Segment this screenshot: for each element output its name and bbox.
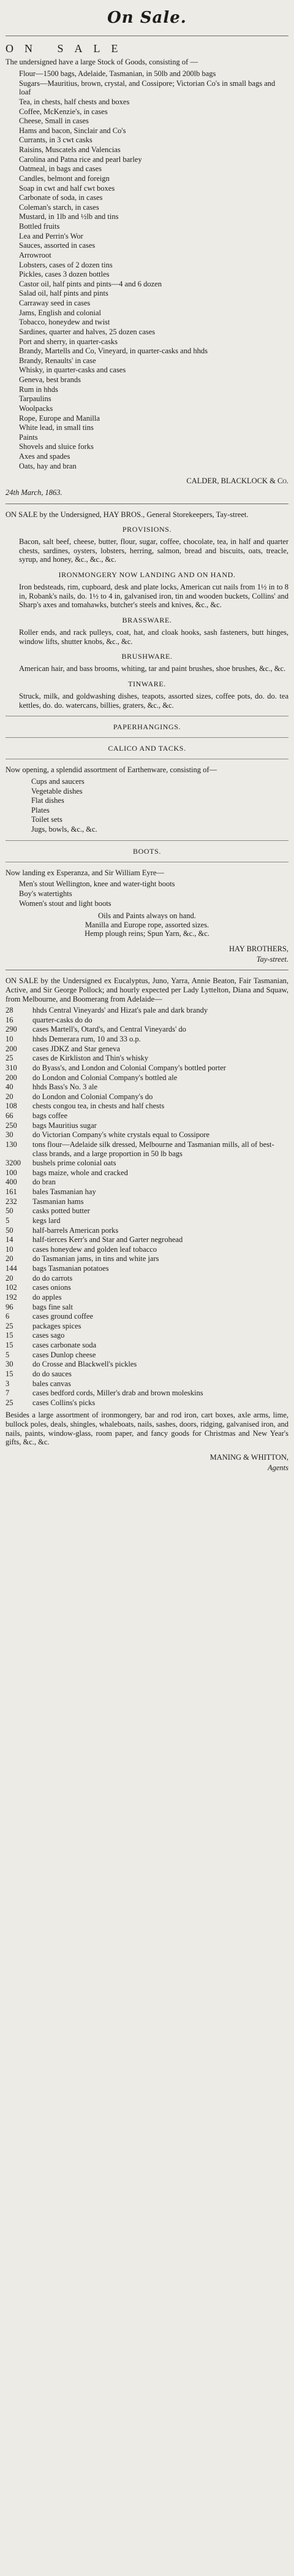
ad3-cargo-desc: half-tierces Kerr's and Star and Garter negrohead — [32, 1235, 183, 1244]
ad2-boots-lead: Now landing ex Esperanza, and Sir William Eyre— — [6, 868, 164, 877]
ad3-cargo-row — [6, 1187, 288, 1197]
ad3-cargo-desc: cases honeydew and golden leaf tobacco — [32, 1244, 157, 1254]
ad2-boots-item: Women's stout and light boots — [19, 899, 111, 908]
ad3-cargo-qty: 20 — [6, 1254, 13, 1263]
ad2-earthenware-lead: Now opening, a splendid assortment of Earthenware, consisting of— — [6, 765, 217, 775]
ad1-goods-item: Woolpacks — [19, 404, 53, 413]
ad3-cargo-desc: do Crosse and Blackwell's pickles — [32, 1360, 137, 1369]
ad3-cargo-desc: half-barrels American porks — [32, 1225, 119, 1235]
ad-calder-blacklock — [6, 42, 288, 497]
ad1-goods-item: Bottled fruits — [19, 222, 60, 231]
ad3-cargo-qty: 14 — [6, 1235, 13, 1244]
ad3-cargo-row — [6, 1264, 288, 1273]
ad1-goods-item: Brandy, Martells and Co, Vineyard, in quarter-casks and hhds — [19, 347, 208, 356]
ad1-goods-item: Currants, in 3 cwt casks — [19, 136, 92, 145]
ad2-paperhangings-header: PAPERHANGINGS. — [113, 723, 181, 732]
ad1-goods-item: Castor oil, half pints and pints—4 and 6 dozen — [19, 279, 162, 288]
ad3-cargo-desc: hhds Demerara rum, 10 and 33 o.p. — [32, 1035, 141, 1044]
ad1-goods-item: Sugars—Mauritius, brown, crystal, and Cossipore; Victorian Co's in small bags and loaf — [19, 79, 276, 97]
ad2-brushware-text: American hair, and bass brooms, whiting, tar and paint brushes, shoe brushes, &c., &c. — [19, 664, 286, 673]
ad1-goods-item: Whisky, in quarter-casks and cases — [19, 366, 126, 375]
ad2-earthenware-item: Cups and saucers — [31, 776, 85, 786]
ad3-cargo-desc: hhds Bass's No. 3 ale — [32, 1083, 98, 1092]
ad2-boots-list — [6, 880, 288, 908]
newspaper-column — [6, 0, 288, 1472]
ad3-cargo-desc: do London and Colonial Company's do — [32, 1092, 153, 1101]
ad3-cargo-desc: hhds Central Vineyards' and Hizat's pale and dark brandy — [32, 1006, 208, 1015]
ad2-manila-line: Manilla and Europe rope, assorted sizes. — [85, 920, 209, 929]
ad3-cargo-qty: 250 — [6, 1121, 17, 1130]
ad3-cargo-qty: 161 — [6, 1187, 17, 1197]
ad3-cargo-row — [6, 1254, 288, 1263]
ad1-goods-item: Paints — [19, 432, 38, 442]
ad3-cargo-qty: 108 — [6, 1102, 17, 1111]
ad3-cargo-desc: cases de Kirkliston and Thin's whisky — [32, 1054, 149, 1063]
ad3-cargo-desc: do Tasmanian jams, in tins and white jars — [32, 1254, 159, 1263]
ad3-cargo-desc: packages spices — [32, 1321, 81, 1330]
ad1-signature: CALDER, BLACKLOCK & Co. — [186, 477, 288, 486]
ad2-rule-d — [6, 840, 288, 841]
ad1-date: 24th March, 1863. — [6, 488, 62, 497]
ad3-cargo-row — [6, 1035, 288, 1044]
ad3-cargo-list — [6, 1006, 288, 1407]
ad3-cargo-row — [6, 1379, 288, 1389]
ad3-cargo-row — [6, 1054, 288, 1063]
ad3-cargo-row — [6, 1168, 288, 1178]
ad3-cargo-qty: 28 — [6, 1006, 13, 1015]
ad3-cargo-qty: 6 — [6, 1312, 10, 1321]
ad3-cargo-qty: 20 — [6, 1092, 13, 1101]
ad3-agents: Agents — [267, 1463, 288, 1472]
ad3-cargo-row — [6, 1341, 288, 1350]
ad1-goods-item: Salad oil, half pints and pints — [19, 289, 108, 298]
ad3-cargo-qty: 144 — [6, 1264, 17, 1273]
ad3-cargo-desc: bags maize, whole and cracked — [32, 1168, 128, 1177]
ad3-cargo-desc: do do carrots — [32, 1273, 73, 1282]
ad2-earthenware-list — [6, 777, 288, 834]
ad3-cargo-desc: tons flour—Adelaide silk dressed, Melbourne and Tasmanian mills, all of best-class brands, and a large proportion in 50 lb bags — [32, 1140, 274, 1158]
ad3-cargo-desc: cases Collins's picks — [32, 1398, 96, 1407]
ad3-cargo-row — [6, 1274, 288, 1283]
ad3-cargo-desc: bushels prime colonial oats — [32, 1159, 116, 1168]
ad3-cargo-row — [6, 1389, 288, 1398]
ad3-cargo-desc: quarter-casks do do — [32, 1015, 92, 1024]
ad3-cargo-row — [6, 1083, 288, 1092]
ad1-goods-item: Sardines, quarter and halves, 25 dozen cases — [19, 327, 156, 336]
ad2-boots-header: BOOTS. — [133, 846, 161, 856]
ad3-cargo-row — [6, 1303, 288, 1312]
ad1-intro-line — [6, 42, 288, 55]
ad3-cargo-row — [6, 1398, 288, 1408]
ad3-cargo-row — [6, 1025, 288, 1034]
ad3-cargo-qty: 66 — [6, 1111, 13, 1121]
ad3-cargo-desc: do Victorian Company's white crystals equal to Cossipore — [32, 1130, 210, 1140]
ad1-goods-item: Candles, belmont and foreign — [19, 174, 110, 183]
ad3-cargo-qty: 16 — [6, 1015, 13, 1024]
ad1-goods-item: White lead, in small tins — [19, 423, 94, 432]
ad3-cargo-desc: bags Mauritius sugar — [32, 1121, 97, 1130]
ad3-cargo-desc: bags Tasmanian potatoes — [32, 1264, 109, 1273]
ad1-goods-item: Carraway seed in cases — [19, 299, 91, 308]
ad1-goods-item: Shovels and sluice forks — [19, 442, 94, 451]
ad3-cargo-desc: cases ground coffee — [32, 1312, 94, 1321]
ad3-closing: Besides a large assortment of ironmongery, bar and rod iron, cart boxes, axle arms, lime, bullock poles, deals, shingles, whaleboats, nails, sashes, doors, ridging, galvanised iron, and nails, paints, window-glass, room paper, and fancy goods for Christmas and New Year's gifts, &c., &c. — [6, 1411, 288, 1447]
ad1-goods-item: Lobsters, cases of 2 dozen tins — [19, 260, 113, 269]
ad1-goods-item: Carbonate of soda, in cases — [19, 193, 103, 202]
ad2-brassware-text: Roller ends, and rack pulleys, coat, hat, and cloak hooks, sash fasteners, butt hinges, window lifts, shutter knobs, &c., &c. — [19, 628, 288, 646]
ad2-boots-item: Men's stout Wellington, knee and water-tight boots — [19, 880, 175, 889]
ad1-goods-item: Tea, in chests, half chests and boxes — [19, 97, 130, 106]
ad3-cargo-row — [6, 1140, 288, 1158]
ad3-cargo-row — [6, 1312, 288, 1321]
ad1-goods-item: Raisins, Muscatels and Valencias — [19, 145, 121, 155]
ad3-cargo-qty: 290 — [6, 1025, 17, 1034]
ad3-cargo-desc: do Byass's, and London and Colonial Company's bottled porter — [32, 1063, 226, 1072]
ad1-goods-item: Port and sherry, in quarter-casks — [19, 337, 118, 346]
ad1-goods-item: Cheese, Small in cases — [19, 117, 89, 126]
ad3-cargo-row — [6, 1102, 288, 1111]
ad3-opening: ON SALE by the Undersigned ex Eucalyptus, Juno, Yarra, Annie Beaton, Fair Tasmanian, Active, and Sir George Pollock; and hourly expected per Lady Lyttelton, Diana and Squaw, from Melbourne, and Boomerang from Adelaide— — [6, 976, 288, 1003]
ad3-cargo-desc: bales canvas — [32, 1379, 71, 1388]
ad3-cargo-qty: 192 — [6, 1292, 17, 1301]
ad3-cargo-qty: 10 — [6, 1244, 13, 1254]
ad3-cargo-qty: 20 — [6, 1273, 13, 1282]
ad3-cargo-row — [6, 1121, 288, 1130]
ad3-cargo-row — [6, 1092, 288, 1102]
ad3-cargo-row — [6, 1235, 288, 1244]
ad3-cargo-qty: 7 — [6, 1389, 10, 1398]
ad1-goods-item: Tobacco, honeydew and twist — [19, 318, 110, 327]
ad3-cargo-qty: 200 — [6, 1073, 17, 1082]
ad3-cargo-desc: cases sago — [32, 1331, 65, 1340]
ad3-cargo-qty: 15 — [6, 1331, 13, 1340]
ad3-cargo-row — [6, 1226, 288, 1235]
ad2-opening: ON SALE by the Undersigned, HAY BROS., General Storekeepers, Tay-street. — [6, 510, 249, 519]
ad1-goods-item: Axes and spades — [19, 452, 70, 461]
ad3-cargo-row — [6, 1178, 288, 1187]
ad3-cargo-qty: 5 — [6, 1350, 10, 1359]
ad2-signature: HAY BROTHERS, — [228, 945, 288, 954]
ad3-cargo-row — [6, 1197, 288, 1206]
ad1-goods-item: Brandy, Renaults' in case — [19, 356, 96, 365]
page-title: On Sale. — [107, 9, 187, 27]
ad2-oils-line: Oils and Paints always on hand. — [98, 911, 196, 921]
ad2-tinware-text: Struck, milk, and goldwashing dishes, teapots, assorted sizes, coffee pots, do. do. tea kettles, do. do. watercans, billies, graters, &c., &c. — [19, 691, 288, 710]
ad3-cargo-qty: 96 — [6, 1302, 13, 1311]
ad2-earthenware-item: Flat dishes — [31, 796, 64, 805]
ad1-goods-item: Oats, hay and bran — [19, 461, 77, 470]
ad3-cargo-row — [6, 1016, 288, 1025]
ad3-cargo-row — [6, 1006, 288, 1015]
ad2-earthenware-item: Plates — [31, 805, 50, 815]
ad3-signature: MANING & WHITTON, — [209, 1452, 288, 1462]
ad-maning-whitton — [6, 976, 288, 1472]
ad3-cargo-desc: casks potted butter — [32, 1206, 90, 1216]
ad1-goods-item: Flour—1500 bags, Adelaide, Tasmanian, in 50lb and 200lb bags — [19, 69, 216, 79]
ad3-cargo-desc: bales Tasmanian hay — [32, 1187, 96, 1197]
ad1-goods-item: Hams and bacon, Sinclair and Co's — [19, 126, 126, 135]
ad3-cargo-qty: 3200 — [6, 1159, 21, 1168]
ad2-boots-item: Boy's watertights — [19, 889, 72, 898]
ad3-cargo-qty: 25 — [6, 1054, 13, 1063]
ad3-cargo-row — [6, 1360, 288, 1369]
ad2-provisions-header: PROVISIONS. — [122, 525, 172, 534]
ad3-cargo-row — [6, 1206, 288, 1216]
ad2-hemp-line: Hemp plough reins; Spun Yarn, &c., &c. — [85, 929, 209, 938]
ad1-goods-item: Coleman's starch, in cases — [19, 202, 99, 212]
ad3-cargo-qty: 50 — [6, 1225, 13, 1235]
ad-hay-brothers — [6, 510, 288, 964]
ad2-ironmongery-header: IRONMONGERY NOW LANDING AND ON HAND. — [58, 570, 236, 580]
ad3-cargo-row — [6, 1064, 288, 1073]
ad3-cargo-qty: 10 — [6, 1035, 13, 1044]
ad3-cargo-qty: 40 — [6, 1083, 13, 1092]
ad1-goods-list — [6, 69, 288, 470]
ad3-cargo-desc: do bran — [32, 1178, 56, 1187]
ad3-cargo-qty: 15 — [6, 1341, 13, 1350]
ad1-goods-item: Carolina and Patna rice and pearl barley — [19, 155, 142, 164]
ad3-cargo-desc: do London and Colonial Company's bottled ale — [32, 1073, 178, 1082]
ad1-goods-item: Arrowroot — [19, 250, 51, 259]
ad3-cargo-qty: 25 — [6, 1398, 13, 1407]
ad3-cargo-desc: cases onions — [32, 1283, 71, 1292]
ad3-cargo-desc: cases carbonate soda — [32, 1341, 97, 1350]
ad2-earthenware-item: Vegetable dishes — [31, 786, 83, 795]
ad1-lead: The undersigned have a large Stock of Goods, consisting of — — [6, 58, 198, 67]
ad2-earthenware-item: Jugs, bowls, &c., &c. — [31, 825, 97, 834]
ad2-tinware-header: TINWARE. — [128, 679, 166, 688]
ad3-cargo-qty: 400 — [6, 1178, 17, 1187]
ad1-goods-item: Mustard, in 1lb and ½lb and tins — [19, 212, 119, 221]
ad2-rule-b — [6, 737, 288, 738]
ad1-goods-item: Lea and Perrin's Wor — [19, 231, 83, 240]
ad2-earthenware-item: Toilet sets — [31, 815, 62, 824]
ad3-cargo-qty: 3 — [6, 1379, 10, 1388]
ad3-cargo-qty: 232 — [6, 1197, 17, 1206]
ad2-provisions-text: Bacon, salt beef, cheese, butter, flour, sugar, coffee, chocolate, tea, in half and quarter chests, sardines, oysters, lobsters, herring, salmon, bread and biscuits, oats, treacle, syrup, and honey, &c., &c., &c. — [19, 537, 288, 564]
ad1-goods-item: Coffee, McKenzie's, in cases — [19, 107, 108, 116]
ad3-cargo-desc: do do sauces — [32, 1369, 72, 1378]
ad1-intro: ON SALE — [6, 42, 129, 55]
ad2-brassware-header: BRASSWARE. — [122, 616, 172, 625]
ad1-goods-item: Rum in hhds — [19, 385, 58, 394]
ad3-cargo-desc: bags fine salt — [32, 1302, 73, 1311]
ad2-ironmongery-text: Iron bedsteads, rim, cupboard, desk and plate locks, American cut nails from 1½ in to 8 in, Robank's nails, do. 1½ to 4 in, galvanised iron, tin and wooden buckets, Collins' and Sharp's axes and tomahawks, butcher's steels and knives, &c., &c. — [19, 583, 288, 610]
ad3-cargo-row — [6, 1293, 288, 1302]
ad3-cargo-qty: 15 — [6, 1369, 13, 1378]
ad3-cargo-qty: 200 — [6, 1044, 17, 1053]
ad3-cargo-desc: chests congou tea, in chests and half chests — [32, 1102, 165, 1111]
ad3-cargo-desc: cases JDKZ and Star geneva — [32, 1044, 121, 1053]
ad2-brushware-header: BRUSHWARE. — [121, 652, 173, 661]
ad2-calico-header: CALICO AND TACKS. — [108, 744, 186, 753]
ad1-goods-item: Sauces, assorted in cases — [19, 241, 96, 250]
ad3-cargo-desc: Tasmanian hams — [32, 1197, 84, 1206]
ad3-cargo-row — [6, 1351, 288, 1360]
ad3-cargo-qty: 30 — [6, 1130, 13, 1140]
ad3-cargo-desc: bags coffee — [32, 1111, 68, 1121]
ad3-cargo-desc: kegs lard — [32, 1216, 61, 1225]
ad1-goods-item: Geneva, best brands — [19, 375, 81, 385]
ad2-address: Tay-street. — [256, 954, 288, 964]
ad1-goods-item: Rope, Europe and Manilla — [19, 413, 100, 423]
ad3-cargo-qty: 50 — [6, 1206, 13, 1216]
ad3-cargo-qty: 102 — [6, 1283, 17, 1292]
ad3-cargo-qty: 25 — [6, 1321, 13, 1330]
ad3-cargo-row — [6, 1322, 288, 1331]
ad1-goods-item: Oatmeal, in bags and cases — [19, 164, 102, 174]
ad3-cargo-desc: cases Dunlop cheese — [32, 1350, 96, 1359]
ad3-cargo-qty: 100 — [6, 1168, 17, 1177]
ad3-cargo-row — [6, 1283, 288, 1292]
ad3-cargo-qty: 30 — [6, 1360, 13, 1369]
ad3-cargo-row — [6, 1159, 288, 1168]
ad1-goods-item: Soap in cwt and half cwt boxes — [19, 183, 115, 193]
ad3-cargo-desc: do apples — [32, 1292, 62, 1301]
ad3-cargo-row — [6, 1331, 288, 1340]
ad1-goods-item: Tarpaulins — [19, 394, 51, 404]
ad3-cargo-qty: 5 — [6, 1216, 10, 1225]
ad1-goods-item: Jams, English and colonial — [19, 308, 102, 317]
ad3-cargo-row — [6, 1130, 288, 1140]
ad3-cargo-row — [6, 1245, 288, 1254]
ad3-cargo-row — [6, 1370, 288, 1379]
ad3-cargo-desc: cases Martell's, Otard's, and Central Vineyards' do — [32, 1025, 186, 1034]
ad3-cargo-qty: 130 — [6, 1140, 17, 1149]
ad3-cargo-row — [6, 1073, 288, 1083]
ad3-cargo-row — [6, 1111, 288, 1121]
ad1-goods-item: Pickles, cases 3 dozen bottles — [19, 270, 110, 279]
ad3-cargo-desc: cases bedford cords, Miller's drab and brown moleskins — [32, 1389, 203, 1398]
ad3-cargo-qty: 310 — [6, 1063, 17, 1072]
ad3-cargo-row — [6, 1216, 288, 1225]
ad3-cargo-row — [6, 1045, 288, 1054]
